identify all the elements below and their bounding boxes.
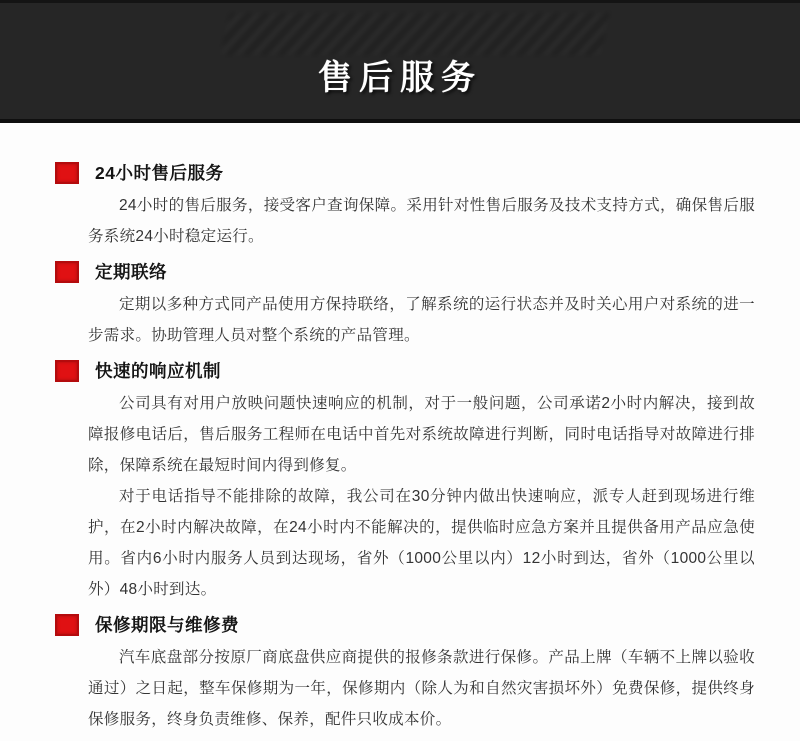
section-body — [55, 642, 755, 735]
section-paragraph: 24小时的售后服务，接受客户查询保障。采用针对性售后服务及技术支持方式，确保售后服务系统24小时稳定运行。 — [88, 197, 755, 245]
section-paragraph: 汽车底盘部分按原厂商底盘供应商提供的报修条款进行保修。产品上牌（车辆不上牌以验收通过）之日起，整车保修期为一年，保修期内（除人为和自然灾害损坏外）免费保修，提供终身保修服务，终身负责维修、保养，配件只收成本价。 — [88, 649, 755, 728]
service-section — [55, 259, 755, 351]
section-body — [55, 289, 755, 351]
section-body — [55, 388, 755, 605]
sections — [0, 123, 800, 735]
header-banner — [0, 0, 800, 123]
red-square-bullet-icon — [55, 261, 79, 283]
section-paragraph: 定期以多种方式同产品使用方保持联络，了解系统的运行状态并及时关心用户对系统的进一步需求。协助管理人员对整个系统的产品管理。 — [88, 296, 755, 344]
red-square-bullet-icon — [55, 614, 79, 636]
section-title: 保修期限与维修费 — [95, 615, 239, 635]
section-header — [55, 160, 755, 185]
service-section — [55, 358, 755, 605]
section-header — [55, 259, 755, 284]
red-square-bullet-icon — [55, 360, 79, 382]
service-section — [55, 612, 755, 735]
section-paragraph: 公司具有对用户放映问题快速响应的机制，对于一般问题，公司承诺2小时内解决，接到故障报修电话后，售后服务工程师在电话中首先对系统故障进行判断，同时电话指导对故障进行排除，保障系统在最短时间内得到修复。 — [88, 395, 755, 474]
service-section — [55, 160, 755, 252]
page-title: 售后服务 — [318, 58, 482, 97]
red-square-bullet-icon — [55, 162, 79, 184]
section-title: 定期联络 — [95, 262, 167, 282]
section-body — [55, 190, 755, 252]
section-paragraph: 对于电话指导不能排除的故障，我公司在30分钟内做出快速响应，派专人赶到现场进行维护，在2小时内解决故障，在24小时内不能解决的，提供临时应急方案并且提供备用产品应急使用。省内6小时内服务人员到达现场，省外（1000公里以内）12小时到达，省外（1000公里以外）48小时到达。 — [88, 488, 755, 598]
section-title: 24小时售后服务 — [95, 163, 224, 183]
section-title: 快速的响应机制 — [95, 361, 221, 381]
section-header — [55, 358, 755, 383]
section-header — [55, 612, 755, 637]
